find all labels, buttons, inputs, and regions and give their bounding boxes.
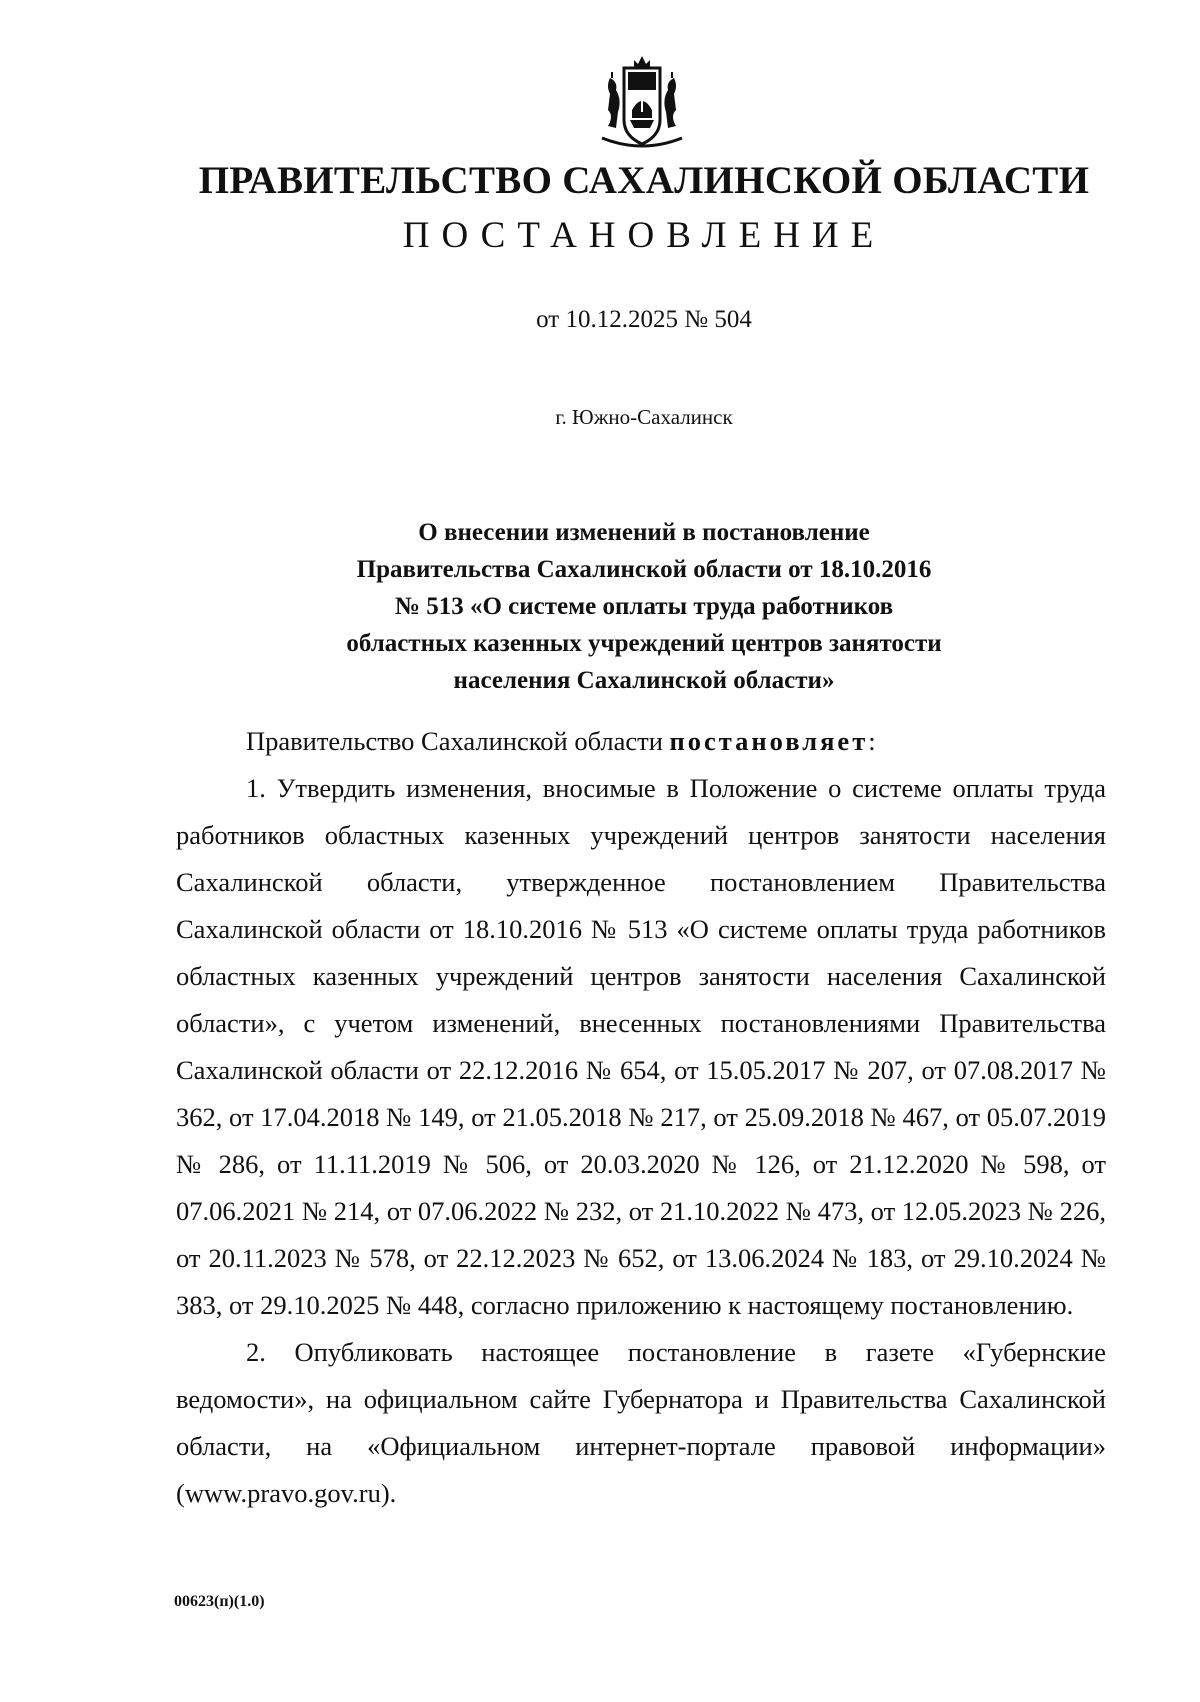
document-subject (240, 514, 1048, 699)
document-city: г. Южно-Сахалинск (555, 405, 733, 429)
paragraph-1: 1. Утвердить изменения, вносимые в Положение о системе оплаты труда работников областных казенных учреждений центров занятости населения Сахалинской области, утвержденное постановлением Правительства Сахалинской области от 18.10.2016 № 513 «О системе оплаты труда работников областных казенных учреждений центров занятости населения Сахалинской области», с учетом изменений, внесенных постановлениями Правительства Сахалинской области от 22.12.2016 № 654, от 15.05.2017 № 207, от 07.08.2017 № 362, от 17.04.2018 № 149, от 21.05.2018 № 217, от 25.09.2018 № 467, от 05.07.2019 № 286, от 11.11.2019 № 506, от 20.03.2020 № 126, от 21.12.2020 № 598, от 07.06.2021 № 214, от 07.06.2022 № 232, от 21.10.2022 № 473, от 12.05.2023 № 226, от 20.11.2023 № 578, от 22.12.2023 № 652, от 13.06.2024 № 183, от 29.10.2024 № 383, от 29.10.2025 № 448, согласно приложению к настоящему постановлению. (176, 773, 1106, 1320)
subject-line: № 513 «О системе оплаты труда работников (394, 593, 894, 620)
subject-line: областных казенных учреждений центров занятости (346, 630, 942, 657)
subject-line: О внесении изменений в постановление (418, 519, 870, 546)
document-type: ПОСТАНОВЛЕНИЕ (402, 215, 886, 256)
coat-of-arms-icon (594, 50, 690, 156)
decree-word: постановляет (669, 726, 869, 756)
subject-line: Правительства Сахалинской области от 18.10.2016 (356, 556, 932, 583)
form-code: 00623(п)(1.0) (174, 1593, 265, 1610)
document-date-number: от 10.12.2025 № 504 (536, 306, 752, 333)
intro-text: Правительство Сахалинской области (246, 726, 663, 756)
government-title: ПРАВИТЕЛЬСТВО САХАЛИНСКОЙ ОБЛАСТИ (198, 159, 1090, 202)
decree-intro (176, 718, 1106, 765)
intro-end: : (868, 726, 876, 756)
paragraph-2: 2. Опубликовать настоящее постановление в газете «Губернские ведомости», на официальном сайте Губернатора и Правительства Сахалинской области, на «Официальном интернет-портале правовой информации» (www.pravo.gov.ru). (176, 1337, 1106, 1508)
document-body (176, 718, 1106, 1517)
subject-line: населения Сахалинской области» (453, 667, 835, 694)
